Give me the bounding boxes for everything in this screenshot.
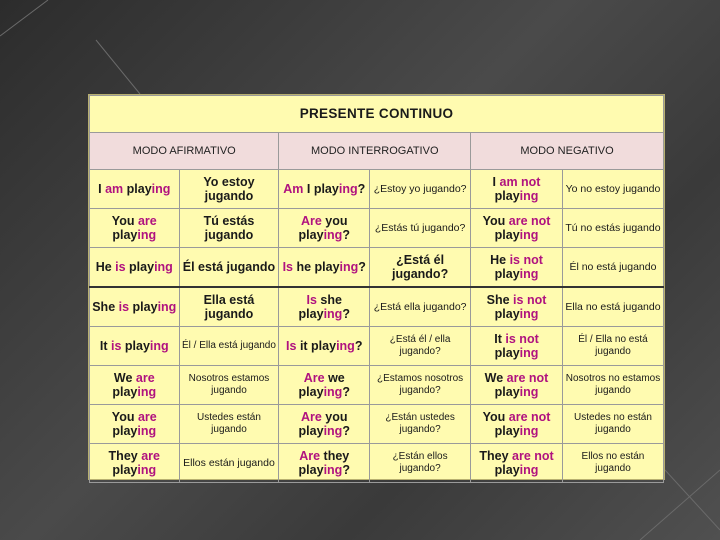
- highlight-text: ing: [323, 385, 343, 399]
- neg-es-cell: Yo no estoy jugando: [562, 170, 663, 209]
- cell-text: they play: [298, 449, 350, 477]
- highlight-text: ing: [137, 463, 157, 477]
- highlight-text: ing: [137, 385, 157, 399]
- neg-es-cell: Nosotros no estamos jugando: [562, 366, 663, 405]
- cell-text: play: [494, 189, 520, 203]
- cell-text: play: [129, 300, 158, 314]
- highlight-text: ing: [323, 307, 343, 321]
- cell-text: It: [494, 332, 506, 346]
- highlight-text: ing: [519, 267, 539, 281]
- aff-es-cell: Ella está jugando: [179, 287, 279, 327]
- cell-text: They: [108, 449, 142, 463]
- highlight-text: ing: [157, 300, 177, 314]
- cell-text: You: [111, 410, 138, 424]
- highlight-text: ing: [154, 260, 173, 274]
- aff-es-cell: Ustedes están jugando: [179, 405, 279, 444]
- neg-en-cell: [471, 209, 563, 248]
- int-en-cell: [279, 405, 370, 444]
- cell-text: You: [111, 214, 138, 228]
- table-row: [90, 444, 664, 483]
- cell-text: it play: [296, 339, 337, 353]
- int-es-cell: ¿Está él jugando?: [370, 248, 471, 288]
- highlight-text: ing: [339, 260, 359, 274]
- highlight-text: am: [105, 182, 124, 196]
- table-row: [90, 327, 664, 366]
- highlight-text: is: [110, 339, 122, 353]
- int-es-cell: ¿Estás tú jugando?: [370, 209, 471, 248]
- cell-text: We: [113, 371, 136, 385]
- int-en-cell: [279, 327, 370, 366]
- neg-es-cell: Ustedes no están jugando: [562, 405, 663, 444]
- cell-text: he play: [293, 260, 340, 274]
- neg-en-cell: [471, 405, 563, 444]
- highlight-text: Are: [300, 214, 322, 228]
- highlight-text: ing: [137, 228, 157, 242]
- highlight-text: are: [137, 410, 157, 424]
- cell-text: play: [112, 424, 138, 438]
- cell-text: play: [112, 228, 138, 242]
- neg-es-cell: Ellos no están jugando: [562, 444, 663, 483]
- cell-text: play: [125, 260, 155, 274]
- cell-text: ?: [342, 424, 350, 438]
- int-es-cell: ¿Están ustedes jugando?: [370, 405, 471, 444]
- int-en-cell: [279, 209, 370, 248]
- table-row: [90, 405, 664, 444]
- highlight-text: ing: [336, 339, 355, 353]
- aff-en-cell: [90, 327, 180, 366]
- neg-es-cell: Tú no estás jugando: [562, 209, 663, 248]
- int-es-cell: ¿Están ellos jugando?: [370, 444, 471, 483]
- highlight-text: Am: [283, 182, 304, 196]
- highlight-text: is: [115, 260, 126, 274]
- cell-text: I play: [303, 182, 339, 196]
- int-en-cell: [279, 287, 370, 327]
- neg-es-cell: Ella no está jugando: [562, 287, 663, 327]
- neg-en-cell: [471, 444, 563, 483]
- cell-text: I: [98, 182, 106, 196]
- neg-es-cell: Él no está jugando: [562, 248, 663, 288]
- highlight-text: ing: [519, 307, 539, 321]
- header-affirmative: MODO AFIRMATIVO: [90, 133, 279, 170]
- highlight-text: am not: [499, 175, 541, 189]
- cell-text: She: [486, 293, 514, 307]
- highlight-text: is not: [505, 332, 539, 346]
- highlight-text: ing: [323, 424, 343, 438]
- cell-text: play: [494, 385, 520, 399]
- highlight-text: Are: [303, 371, 325, 385]
- cell-text: play: [494, 307, 520, 321]
- cell-text: play: [494, 346, 520, 360]
- highlight-text: Is: [282, 260, 293, 274]
- int-en-cell: [279, 366, 370, 405]
- highlight-text: are not: [506, 371, 549, 385]
- cell-text: I: [492, 175, 500, 189]
- table-title: PRESENTE CONTINUO: [90, 96, 664, 133]
- header-negative: MODO NEGATIVO: [471, 133, 664, 170]
- highlight-text: Is: [306, 293, 317, 307]
- highlight-text: ing: [519, 228, 539, 242]
- table-row: [90, 366, 664, 405]
- cell-text: play: [494, 267, 520, 281]
- highlight-text: are not: [512, 449, 554, 463]
- cell-text: He: [95, 260, 116, 274]
- cell-text: They: [479, 449, 512, 463]
- highlight-text: is not: [513, 293, 547, 307]
- neg-es-cell: Él / Ella no está jugando: [562, 327, 663, 366]
- aff-es-cell: Nosotros estamos jugando: [179, 366, 279, 405]
- int-en-cell: [279, 444, 370, 483]
- int-en-cell: [279, 248, 370, 288]
- cell-text: ?: [358, 260, 366, 274]
- cell-text: ?: [342, 385, 350, 399]
- int-en-cell: [279, 170, 370, 209]
- cell-text: ?: [342, 463, 350, 477]
- table-row: [90, 170, 664, 209]
- cell-text: we play: [298, 371, 345, 399]
- cell-text: play: [494, 424, 520, 438]
- highlight-text: are not: [508, 410, 551, 424]
- int-es-cell: ¿Estoy yo jugando?: [370, 170, 471, 209]
- aff-en-cell: [90, 366, 180, 405]
- highlight-text: are: [141, 449, 160, 463]
- neg-en-cell: [471, 170, 563, 209]
- neg-en-cell: [471, 366, 563, 405]
- cell-text: She: [92, 300, 119, 314]
- highlight-text: is: [118, 300, 130, 314]
- int-es-cell: ¿Estamos nosotros jugando?: [370, 366, 471, 405]
- cell-text: You: [482, 410, 509, 424]
- aff-es-cell: Ellos están jugando: [179, 444, 279, 483]
- aff-es-cell: Tú estás jugando: [179, 209, 279, 248]
- cell-text: you play: [298, 410, 348, 438]
- cell-text: play: [494, 228, 520, 242]
- highlight-text: are: [137, 214, 157, 228]
- aff-en-cell: [90, 209, 180, 248]
- aff-en-cell: [90, 170, 180, 209]
- highlight-text: Are: [299, 449, 321, 463]
- neg-en-cell: [471, 248, 563, 288]
- highlight-text: ing: [519, 424, 539, 438]
- aff-en-cell: [90, 405, 180, 444]
- highlight-text: ing: [519, 189, 539, 203]
- aff-en-cell: [90, 444, 180, 483]
- table-row: [90, 248, 664, 288]
- cell-text: You: [482, 214, 509, 228]
- highlight-text: ing: [519, 346, 539, 360]
- highlight-text: ing: [519, 463, 539, 477]
- cell-text: ?: [354, 339, 363, 353]
- highlight-text: ing: [137, 424, 157, 438]
- aff-es-cell: Él / Ella está jugando: [179, 327, 279, 366]
- highlight-text: ing: [519, 385, 539, 399]
- cell-text: ?: [342, 307, 350, 321]
- table-row: [90, 209, 664, 248]
- table-row: [90, 287, 664, 327]
- highlight-text: Is: [286, 339, 297, 353]
- highlight-text: ing: [338, 182, 358, 196]
- highlight-text: Are: [300, 410, 322, 424]
- header-interrogative: MODO INTERROGATIVO: [279, 133, 471, 170]
- cell-text: play: [494, 463, 520, 477]
- aff-es-cell: Él está jugando: [179, 248, 279, 288]
- highlight-text: ing: [151, 182, 171, 196]
- cell-text: We: [484, 371, 507, 385]
- cell-text: play: [112, 463, 138, 477]
- aff-en-cell: [90, 248, 180, 288]
- int-es-cell: ¿Está él / ella jugando?: [370, 327, 471, 366]
- aff-en-cell: [90, 287, 180, 327]
- highlight-text: ing: [323, 228, 343, 242]
- highlight-text: are: [135, 371, 155, 385]
- aff-es-cell: Yo estoy jugando: [179, 170, 279, 209]
- cell-text: she play: [298, 293, 342, 321]
- cell-text: It: [99, 339, 111, 353]
- cell-text: ?: [357, 182, 366, 196]
- highlight-text: ing: [149, 339, 169, 353]
- cell-text: play: [112, 385, 138, 399]
- cell-text: ?: [342, 228, 350, 242]
- neg-en-cell: [471, 327, 563, 366]
- cell-text: you play: [298, 214, 348, 242]
- cell-text: He: [490, 253, 510, 267]
- grammar-table: [88, 94, 665, 480]
- cell-text: play: [121, 339, 150, 353]
- int-es-cell: ¿Está ella jugando?: [370, 287, 471, 327]
- highlight-text: are not: [508, 214, 551, 228]
- highlight-text: is not: [509, 253, 543, 267]
- cell-text: play: [123, 182, 152, 196]
- neg-en-cell: [471, 287, 563, 327]
- highlight-text: ing: [323, 463, 343, 477]
